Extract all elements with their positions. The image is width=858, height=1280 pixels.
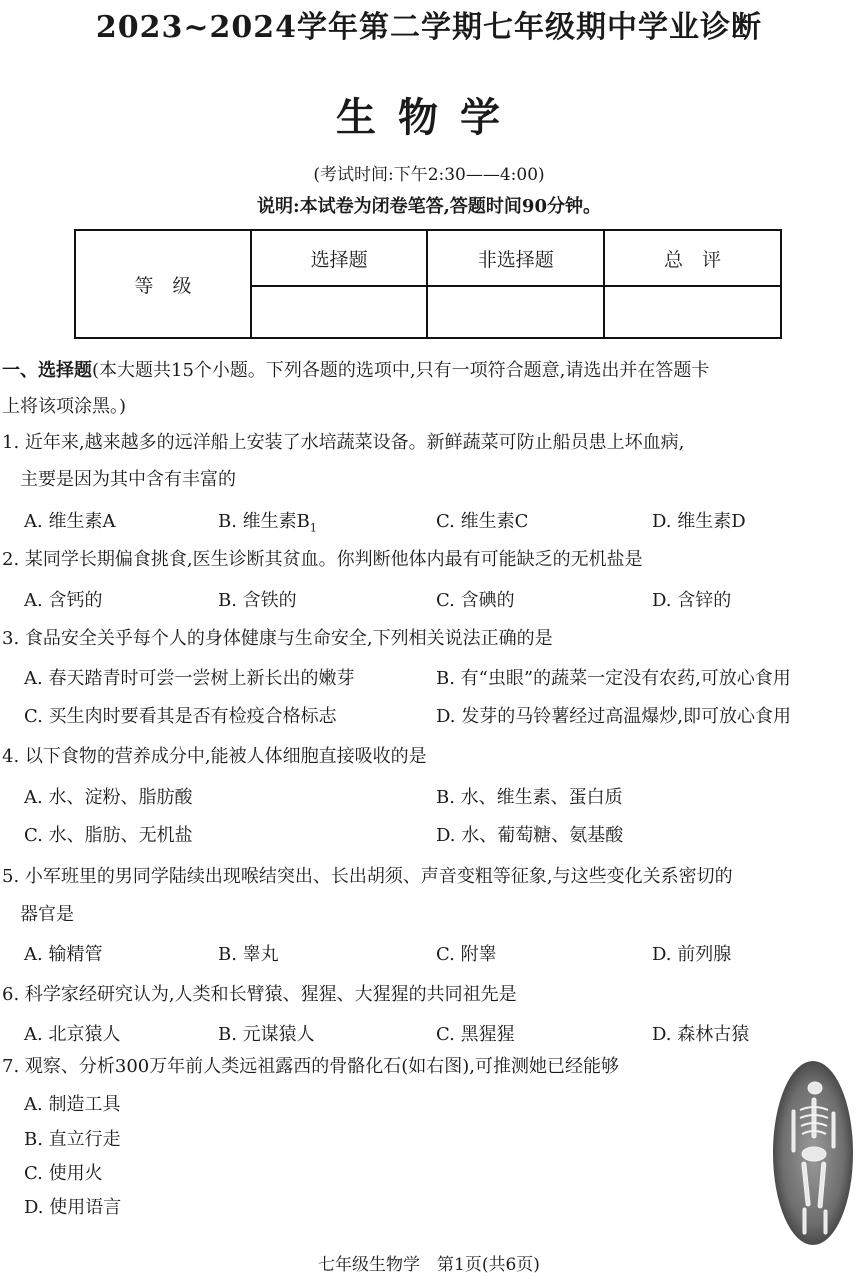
score-cell-non-choice[interactable]	[427, 286, 604, 338]
q4-option-a[interactable]: A. 水、淀粉、脂肪酸	[24, 787, 193, 808]
q5-option-a[interactable]: A. 输精管	[24, 944, 103, 965]
q3-option-b[interactable]: B. 有“虫眼”的蔬菜一定没有农药,可放心食用	[436, 668, 791, 689]
section1-desc1: (本大题共15个小题。下列各题的选项中,只有一项符合题意,请选出并在答题卡	[92, 360, 710, 381]
q3-option-c[interactable]: C. 买生肉时要看其是否有检疫合格标志	[24, 706, 337, 727]
col-choice: 选择题	[251, 230, 428, 286]
q5-option-d[interactable]: D. 前列腺	[652, 944, 732, 965]
q6-option-d[interactable]: D. 森林古猿	[652, 1024, 750, 1045]
question-2: 2. 某同学长期偏食挑食,医生诊断其贫血。你判断他体内最有可能缺乏的无机盐是	[2, 549, 643, 570]
question-7: 7. 观察、分析300万年前人类远祖露西的骨骼化石(如右图),可推测她已经能够	[2, 1056, 620, 1077]
page-footer: 七年级生物学 第1页(共6页)	[318, 1255, 540, 1275]
q4-option-b[interactable]: B. 水、维生素、蛋白质	[436, 787, 623, 808]
q4-option-c[interactable]: C. 水、脂肪、无机盐	[24, 825, 193, 846]
q6-option-b[interactable]: B. 元谋猿人	[218, 1024, 315, 1045]
question-1-line1: 1. 近年来,越来越多的远洋船上安装了水培蔬菜设备。新鲜蔬菜可防止船员患上坏血病,	[2, 432, 685, 453]
exam-instruction: 说明:本试卷为闭卷笔答,答题时间90分钟。	[257, 196, 601, 217]
q7-option-b[interactable]: B. 直立行走	[24, 1129, 121, 1150]
grade-label: 等 级	[75, 230, 251, 338]
question-1-line2: 主要是因为其中含有丰富的	[2, 469, 236, 490]
question-5-line1: 5. 小军班里的男同学陆续出现喉结突出、长出胡须、声音变粗等征象,与这些变化关系密切的	[2, 866, 733, 887]
q4-option-d[interactable]: D. 水、葡萄糖、氨基酸	[436, 825, 624, 846]
score-cell-total[interactable]	[604, 286, 781, 338]
q1-option-a[interactable]: A. 维生素A	[24, 511, 116, 532]
q2-option-a[interactable]: A. 含钙的	[24, 590, 103, 611]
score-table	[74, 229, 782, 339]
q5-option-b[interactable]: B. 睾丸	[218, 944, 279, 965]
question-6: 6. 科学家经研究认为,人类和长臂猿、猩猩、大猩猩的共同祖先是	[2, 984, 517, 1005]
q2-option-d[interactable]: D. 含锌的	[652, 590, 732, 611]
q7-option-a[interactable]: A. 制造工具	[24, 1094, 121, 1115]
q1-option-b-subscript: 1	[309, 521, 317, 535]
subject-title: 生物学	[336, 94, 522, 141]
q3-option-d[interactable]: D. 发芽的马铃薯经过高温爆炒,即可放心食用	[436, 706, 791, 727]
exam-time: (考试时间:下午2:30——4:00)	[313, 165, 545, 185]
col-non-choice: 非选择题	[427, 230, 604, 286]
skeleton-fossil-image	[770, 1058, 856, 1248]
q1-option-b-text: B. 维生素B	[218, 511, 310, 532]
score-cell-choice[interactable]	[251, 286, 428, 338]
q1-option-b[interactable]	[218, 507, 317, 535]
question-5-line2: 器官是	[2, 904, 74, 925]
question-3: 3. 食品安全关乎每个人的身体健康与生命安全,下列相关说法正确的是	[2, 628, 553, 649]
q2-option-c[interactable]: C. 含碘的	[436, 590, 515, 611]
q1-option-c[interactable]: C. 维生素C	[436, 511, 529, 532]
col-total: 总 评	[604, 230, 781, 286]
q7-option-c[interactable]: C. 使用火	[24, 1163, 103, 1184]
question-4: 4. 以下食物的营养成分中,能被人体细胞直接吸收的是	[2, 746, 427, 767]
q3-option-a[interactable]: A. 春天踏青时可尝一尝树上新长出的嫩芽	[24, 668, 355, 689]
q6-option-c[interactable]: C. 黑猩猩	[436, 1024, 515, 1045]
q5-option-c[interactable]: C. 附睾	[436, 944, 497, 965]
exam-title: 2023~2024学年第二学期七年级期中学业诊断	[95, 10, 763, 45]
section1-line1	[2, 356, 709, 382]
q6-option-a[interactable]: A. 北京猿人	[24, 1024, 121, 1045]
q7-option-d[interactable]: D. 使用语言	[24, 1197, 122, 1218]
section1-heading: 一、选择题	[2, 360, 92, 381]
q1-option-d[interactable]: D. 维生素D	[652, 511, 746, 532]
section1-desc2: 上将该项涂黑。)	[2, 396, 127, 417]
q2-option-b[interactable]: B. 含铁的	[218, 590, 297, 611]
